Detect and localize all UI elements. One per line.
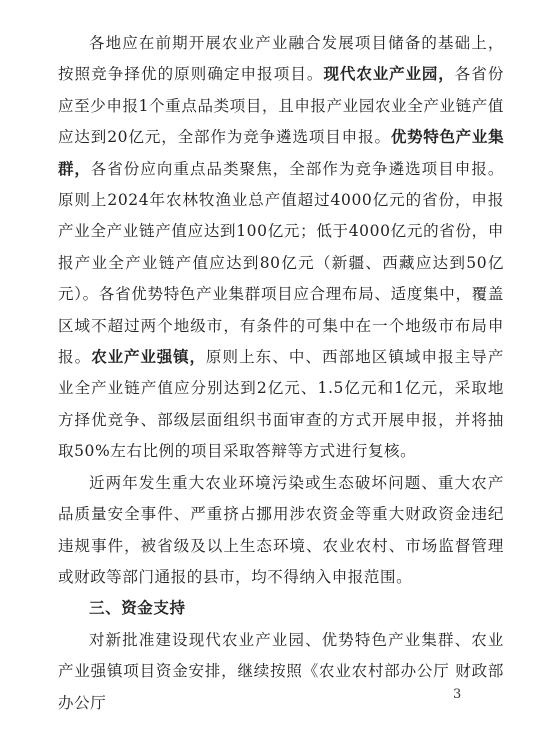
paragraph-text: 各省份应至少申报1个重点品类项目，且申报产业园农业全产业链产值应达到20亿元，全部作为竞争遴选项目申报。	[58, 65, 504, 147]
paragraph-text: 原则上东、中、西部地区镇域申报主导产业全产业链产值应分别达到2亿元、1.5亿元和1亿元，采取地方择优竞争、部级层面组织书面审查的方式开展申报，并将抽取50%左右比例的项目采取答辩等方式进行复核。	[58, 348, 504, 461]
paragraph-text: 各省份应向重点品类聚焦，全部作为竞争遴选项目申报。原则上2024年农林牧渔业总产值超过4000亿元的省份，申报产业全产业链产值应达到100亿元；低于4000亿元的省份，申报产业全产业链产值应达到80亿元（新疆、西藏应达到50亿元）。各省优势特色产业集群项目应合理布局、适度集中，覆盖区域不超过两个地级市，有条件的可集中在一个地级市布局申报。	[58, 159, 504, 367]
bold-term-modern-agricultural-park: 现代农业产业园，	[323, 65, 455, 84]
bold-term-industry-cluster: 优势特色产业集群，	[58, 128, 504, 178]
paragraph-funding: 对新批准建设现代农业产业园、优势特色产业集群、农业产业强镇项目资金安排，继续按照《农业农村部办公厅 财政部办公厅	[58, 630, 504, 712]
paragraph-text: 各地应在前期开展农业产业融合发展项目储备的基础上，按照竞争择优的原则确定申报项目。	[58, 34, 504, 84]
paragraph-application-requirements	[58, 28, 504, 468]
page-number: 3	[453, 687, 462, 702]
section-heading-funding: 三、资金支持	[89, 599, 186, 618]
body-text	[58, 28, 504, 719]
bold-term-industry-town: 农业产业强镇，	[91, 348, 206, 367]
paragraph-exclusions: 近两年发生重大农业环境污染或生态破坏问题、重大农产品质量安全事件、严重挤占挪用涉农资金等重大财政资金违纪违规事件，被省级及以上生态环境、农业农村、市场监督管理或财政等部门通报的县市，均不得纳入申报范围。	[58, 473, 504, 586]
